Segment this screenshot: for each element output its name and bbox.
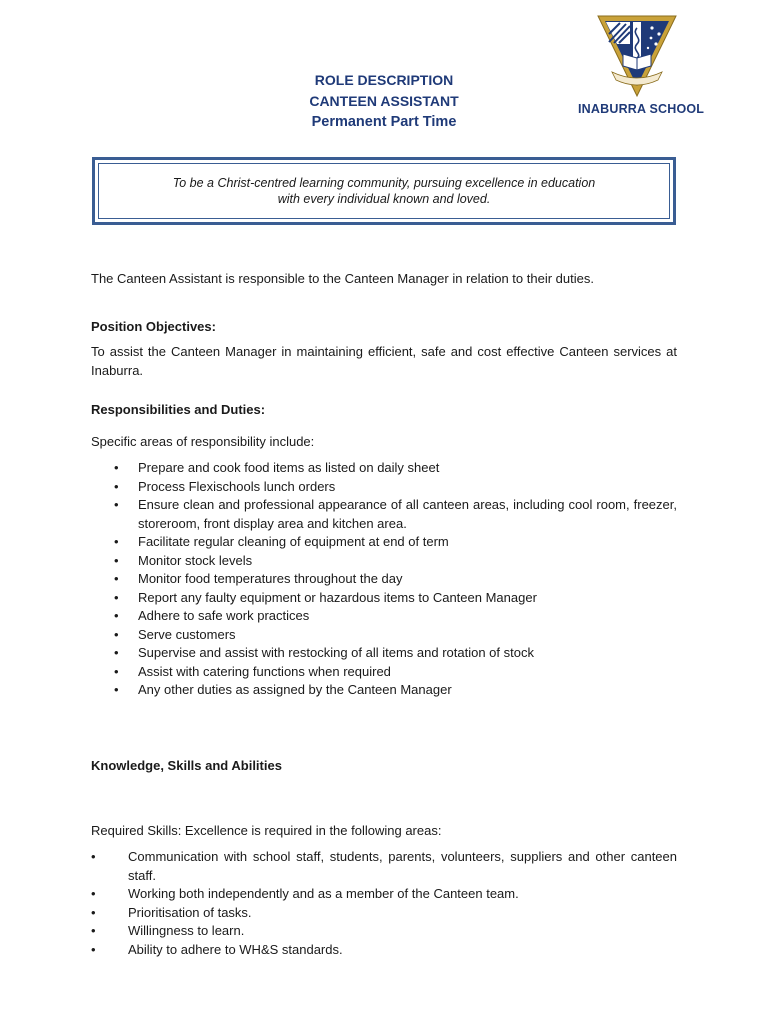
bullet-icon: •: [114, 608, 119, 623]
list-item: • Monitor food temperatures throughout the day: [91, 570, 677, 589]
bullet-icon: •: [114, 589, 119, 605]
bullet-icon: •: [114, 478, 119, 494]
responsibilities-heading: Responsibilities and Duties:: [91, 402, 266, 417]
skills-list: [91, 848, 677, 959]
bullet-icon: •: [91, 941, 96, 957]
bullet-icon: •: [114, 571, 119, 586]
list-item: • Supervise and assist with restocking of all items and rotation of stock: [91, 644, 677, 663]
bullet-icon: •: [91, 886, 96, 901]
bullet-icon: •: [114, 534, 119, 549]
list-item: • Ensure clean and professional appearance of all canteen areas, including cool room, freezer, storeroom, front display area and kitchen area.: [114, 497, 677, 531]
list-item: • Ability to adhere to WH&S standards.: [91, 941, 677, 960]
list-item: • Assist with catering functions when required: [91, 663, 677, 682]
bullet-icon: •: [114, 460, 119, 475]
intro-paragraph: The Canteen Assistant is responsible to the Canteen Manager in relation to their duties.: [91, 271, 594, 286]
bullet-icon: •: [91, 923, 96, 938]
ksa-heading: Knowledge, Skills and Abilities: [91, 758, 282, 773]
responsibilities-list: [91, 459, 677, 700]
list-item: • Communication with school staff, students, parents, volunteers, suppliers and other canteen staff.: [91, 849, 677, 883]
ksa-intro: Required Skills: Excellence is required in the following areas:: [91, 823, 442, 838]
motto-line-1: To be a Christ-centred learning community, pursuing excellence in education: [172, 176, 596, 190]
school-logo: [578, 14, 705, 120]
bullet-icon: •: [114, 682, 119, 697]
title-block: [250, 70, 518, 133]
document-title: ROLE DESCRIPTION: [314, 72, 454, 88]
bullet-icon: •: [91, 904, 96, 920]
list-item: • Prioritisation of tasks.: [91, 904, 677, 923]
list-item: • Working both independently and as a member of the Canteen team.: [91, 885, 677, 904]
list-item: • Facilitate regular cleaning of equipment at end of term: [91, 533, 677, 552]
list-item: • Process Flexischools lunch orders: [91, 478, 677, 497]
motto-line-2: with every individual known and loved.: [277, 192, 491, 206]
role-title: CANTEEN ASSISTANT: [309, 93, 459, 109]
list-item: • Monitor stock levels: [91, 552, 677, 571]
bullet-icon: •: [114, 552, 119, 568]
list-item: • Prepare and cook food items as listed on daily sheet: [91, 459, 677, 478]
responsibilities-intro: Specific areas of responsibility include:: [91, 434, 315, 449]
school-name: INABURRA SCHOOL: [578, 102, 705, 116]
list-item: • Report any faulty equipment or hazardous items to Canteen Manager: [91, 589, 677, 608]
bullet-icon: •: [114, 663, 119, 679]
objectives-heading: Position Objectives:: [91, 319, 216, 334]
objectives-text: To assist the Canteen Manager in maintaining efficient, safe and cost effective Canteen services at Inaburra.: [91, 344, 677, 378]
bullet-icon: •: [114, 626, 119, 642]
motto-inner-border: [98, 163, 670, 219]
list-item: • Any other duties as assigned by the Canteen Manager: [91, 681, 677, 700]
bullet-icon: •: [114, 497, 119, 512]
bullet-icon: •: [91, 849, 96, 864]
employment-type: Permanent Part Time: [311, 114, 457, 130]
list-item: • Adhere to safe work practices: [91, 607, 677, 626]
list-item: • Serve customers: [91, 626, 677, 645]
motto-box: [92, 157, 676, 225]
school-crest-icon: [596, 14, 678, 98]
bullet-icon: •: [114, 645, 119, 660]
list-item: • Willingness to learn.: [91, 922, 677, 941]
